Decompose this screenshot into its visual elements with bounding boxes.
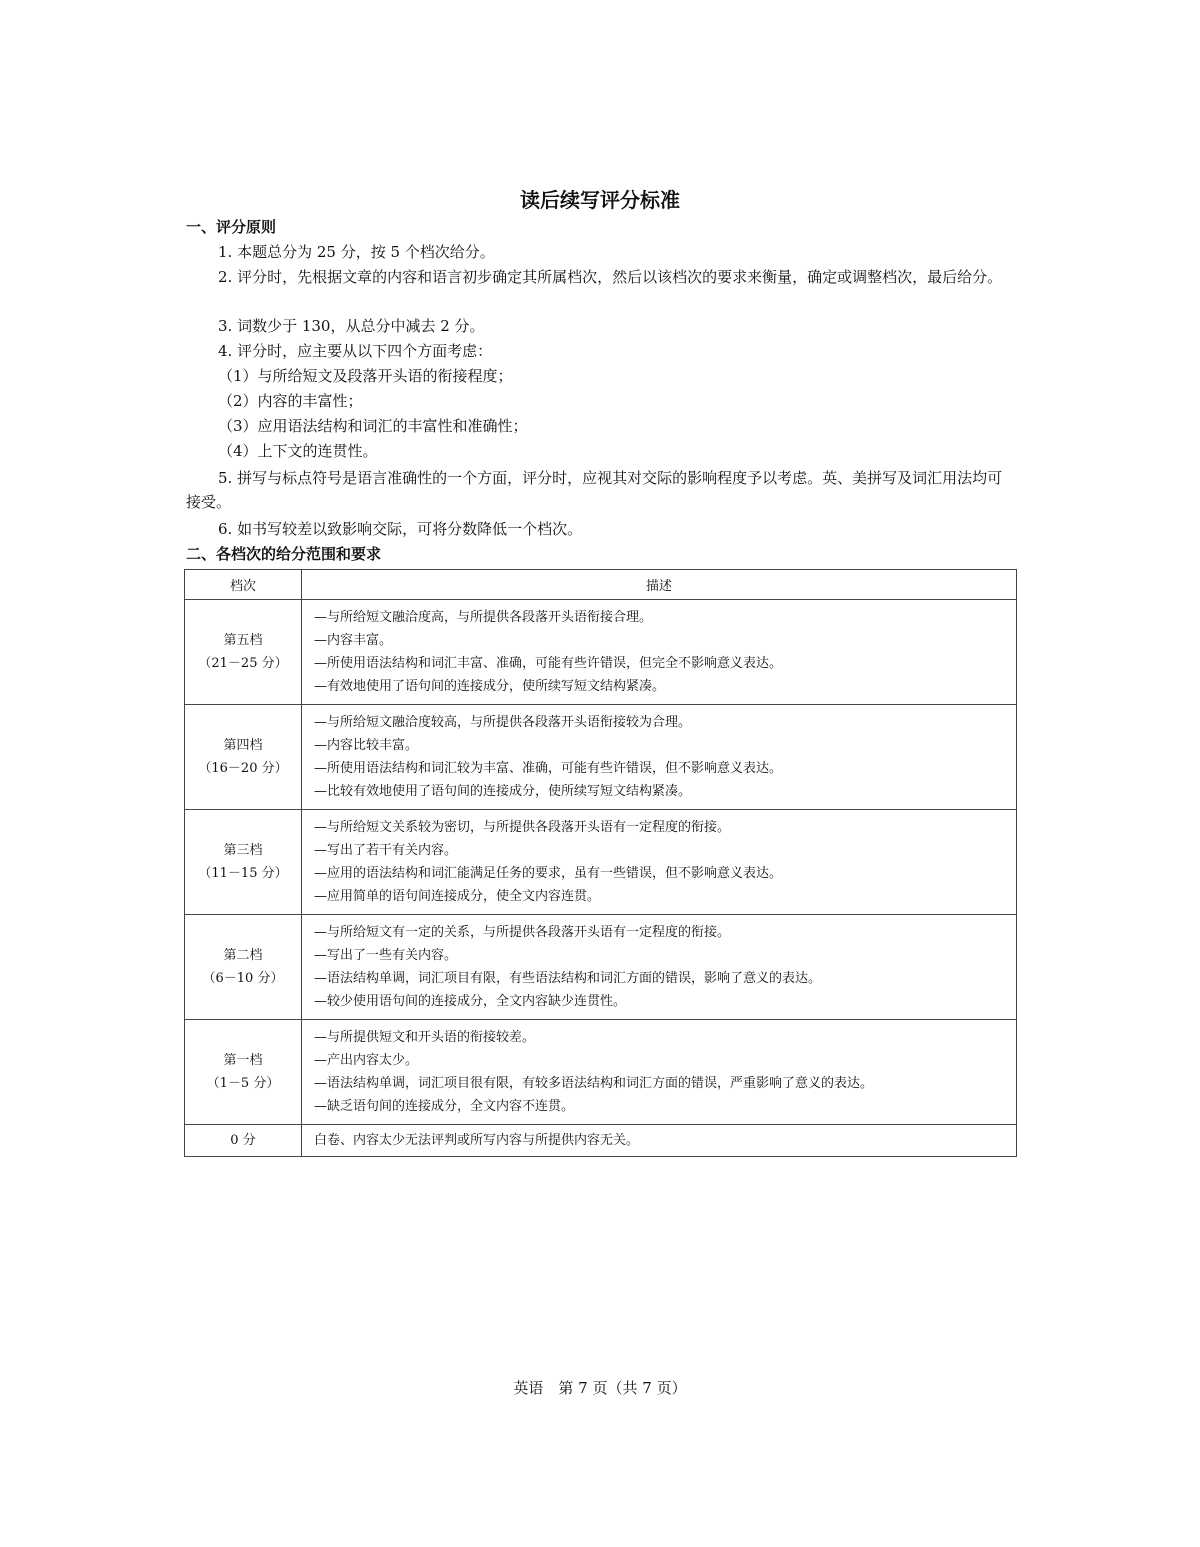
band-description-cell xyxy=(302,810,1017,915)
table-row xyxy=(185,1020,1017,1125)
band-criterion: —与所给短文融洽度高，与所提供各段落开头语衔接合理。 xyxy=(314,610,653,625)
table-row xyxy=(185,915,1017,1020)
band-level-cell xyxy=(185,705,302,810)
band-criterion: —内容比较丰富。 xyxy=(314,738,419,753)
header-level: 档次 xyxy=(185,570,302,600)
header-description: 描述 xyxy=(302,570,1017,600)
band-criterion: —语法结构单调，词汇项目很有限，有较多语法结构和词汇方面的错误，严重影响了意义的表达。 xyxy=(314,1076,874,1091)
page-footer: 英语 第 7 页（共 7 页） xyxy=(513,1379,687,1397)
band-name: 第三档 xyxy=(223,843,263,858)
band-criterion: —与所给短文关系较为密切，与所提供各段落开头语有一定程度的衔接。 xyxy=(314,820,731,835)
band-name: 第一档 xyxy=(223,1053,263,1068)
band-criterion: —语法结构单调，词汇项目有限，有些语法结构和词汇方面的错误，影响了意义的表达。 xyxy=(314,971,822,986)
band-level-cell xyxy=(185,915,302,1020)
principle-4-item-4: （4）上下文的连贯性。 xyxy=(218,442,378,460)
table-row xyxy=(185,810,1017,915)
band-criterion: —应用的语法结构和词汇能满足任务的要求，虽有一些错误，但不影响意义表达。 xyxy=(314,866,783,881)
band-criterion: —写出了若干有关内容。 xyxy=(314,843,458,858)
principle-1: 1. 本题总分为 25 分，按 5 个档次给分。 xyxy=(218,243,495,261)
table-row-zero xyxy=(185,1125,1017,1157)
principle-2: 2. 评分时，先根据文章的内容和语言初步确定其所属档次，然后以该档次的要求来衡量，确定或调整档次，最后给分。 xyxy=(218,268,1003,286)
zero-level-cell: 0 分 xyxy=(185,1125,302,1157)
band-name: 第二档 xyxy=(223,948,263,963)
band-description-cell xyxy=(302,705,1017,810)
principle-4-item-2: （2）内容的丰富性； xyxy=(218,392,363,410)
principle-4-item-3: （3）应用语法结构和词汇的丰富性和准确性； xyxy=(218,417,528,435)
band-range: （16－20 分） xyxy=(198,761,288,776)
band-level-cell xyxy=(185,600,302,705)
principle-4-item-1: （1）与所给短文及段落开头语的衔接程度； xyxy=(218,367,513,385)
band-criterion: —内容丰富。 xyxy=(314,633,393,648)
band-criterion: —与所提供短文和开头语的衔接较差。 xyxy=(314,1030,536,1045)
band-criterion: —所使用语法结构和词汇较为丰富、准确，可能有些许错误，但不影响意义表达。 xyxy=(314,761,783,776)
table-row xyxy=(185,600,1017,705)
band-criterion: —缺乏语句间的连接成分，全文内容不连贯。 xyxy=(314,1099,575,1114)
band-criterion: —有效地使用了语句间的连接成分，使所续写短文结构紧凑。 xyxy=(314,679,666,694)
band-criterion: —比较有效地使用了语句间的连接成分，使所续写短文结构紧凑。 xyxy=(314,784,692,799)
section-heading-principles: 一、评分原则 xyxy=(186,218,277,236)
page-title: 读后续写评分标准 xyxy=(520,188,680,212)
band-range: （11－15 分） xyxy=(198,866,288,881)
zero-description-cell: 白卷、内容太少无法评判或所写内容与所提供内容无关。 xyxy=(302,1125,1017,1157)
band-name: 第四档 xyxy=(223,738,263,753)
band-range: （21－25 分） xyxy=(198,656,288,671)
band-criterion: —较少使用语句间的连接成分，全文内容缺少连贯性。 xyxy=(314,994,627,1009)
band-description-cell xyxy=(302,600,1017,705)
band-criterion: —应用简单的语句间连接成分，使全文内容连贯。 xyxy=(314,889,601,904)
band-criterion: —与所给短文有一定的关系，与所提供各段落开头语有一定程度的衔接。 xyxy=(314,925,731,940)
band-description-cell xyxy=(302,915,1017,1020)
band-level-cell xyxy=(185,810,302,915)
band-range: （1－5 分） xyxy=(206,1076,280,1091)
band-name: 第五档 xyxy=(223,633,263,648)
band-criterion: —所使用语法结构和词汇丰富、准确，可能有些许错误，但完全不影响意义表达。 xyxy=(314,656,783,671)
principle-3: 3. 词数少于 130，从总分中减去 2 分。 xyxy=(218,317,485,335)
scoring-table xyxy=(184,569,1016,1157)
section-heading-bands: 二、各档次的给分范围和要求 xyxy=(186,545,382,563)
band-description-cell xyxy=(302,1020,1017,1125)
band-range: （6－10 分） xyxy=(202,971,284,986)
principle-6: 6. 如书写较差以致影响交际，可将分数降低一个档次。 xyxy=(218,520,583,538)
table-row xyxy=(185,705,1017,810)
band-criterion: —产出内容太少。 xyxy=(314,1053,419,1068)
principle-4: 4. 评分时，应主要从以下四个方面考虑： xyxy=(218,342,493,360)
principle-5: 5. 拼写与标点符号是语言准确性的一个方面，评分时，应视其对交际的影响程度予以考虑。英、美拼写及词汇用法均可接受。 xyxy=(186,469,1003,511)
band-criterion: —写出了一些有关内容。 xyxy=(314,948,458,963)
band-criterion: —与所给短文融洽度较高，与所提供各段落开头语衔接较为合理。 xyxy=(314,715,692,730)
band-level-cell xyxy=(185,1020,302,1125)
